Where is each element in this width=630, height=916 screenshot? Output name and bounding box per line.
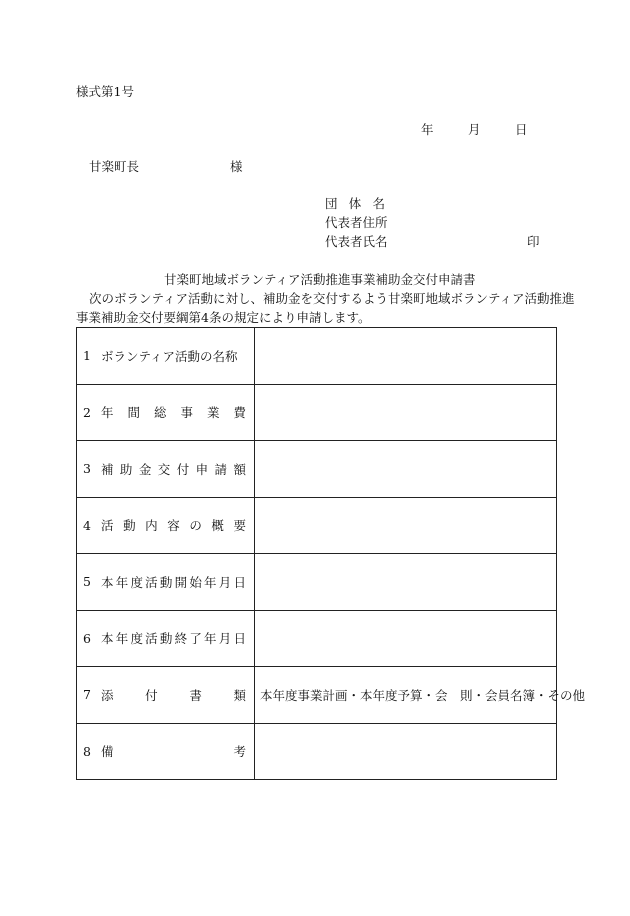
body-text-line-1: 次のボランティア活動に対し、補助金を交付するよう甘楽町地域ボランティア活動推進 (89, 291, 575, 306)
row-label-char: 活 (145, 631, 158, 647)
document-title: 甘楽町地域ボランティア活動推進事業補助金交付申請書 (164, 272, 476, 287)
row-number: 4 (83, 517, 91, 533)
row-label-char: 本 (101, 631, 114, 647)
row-label-char: 考 (233, 744, 246, 760)
row-value-cell[interactable] (255, 610, 557, 667)
row-value-cell[interactable] (255, 328, 557, 385)
row-label-char: 月 (218, 631, 232, 647)
row-label-cell (77, 497, 255, 554)
row-label-char: 額 (233, 461, 246, 477)
row-label: ボランティア活動の名称 (101, 348, 238, 364)
row-label-char: の (189, 518, 202, 534)
table-row (77, 328, 557, 385)
row-label-char: 動 (123, 518, 136, 534)
row-label-char: 動 (159, 631, 173, 647)
table-row (77, 667, 557, 724)
application-form-table (76, 327, 586, 780)
row-label-char: 容 (167, 518, 180, 534)
row-value-cell[interactable] (255, 384, 557, 441)
row-label-cell (77, 610, 255, 667)
table-row (77, 610, 557, 667)
seal-mark: 印 (527, 234, 540, 249)
row-label-char: 終 (174, 631, 188, 647)
row-label (101, 573, 246, 591)
row-label-char: 年 (204, 631, 217, 647)
row-label-char: 請 (214, 461, 228, 477)
row-label-char: 類 (233, 687, 246, 703)
row-label-char: 活 (145, 574, 158, 590)
row-label-char: 助 (119, 461, 133, 477)
row-number: 6 (83, 630, 91, 646)
row-label-char: 年 (204, 574, 217, 590)
org-name-char: 体 (348, 196, 362, 211)
row-label-char: 日 (233, 631, 246, 647)
row-number: 7 (83, 687, 91, 703)
addressee-honorific: 様 (230, 159, 243, 174)
row-label-char: 補 (101, 461, 114, 477)
addressee-name: 甘楽町長 (89, 159, 140, 174)
row-label-char: 日 (233, 574, 246, 590)
row-label-char: 添 (101, 687, 114, 703)
org-name-char: 名 (372, 196, 385, 211)
row-label-char: 総 (153, 405, 167, 421)
row-label-char: 備 (101, 744, 114, 760)
org-name-label (325, 198, 385, 211)
row-label-char: 交 (157, 461, 171, 477)
row-label (101, 516, 246, 534)
row-value-cell[interactable] (255, 723, 557, 780)
row-label-cell (77, 554, 255, 611)
row-label-char: 年 (101, 405, 114, 421)
body-text-line-2: 事業補助金交付要綱第4条の規定により申請します。 (76, 310, 371, 325)
row-label-char: 事 (180, 405, 193, 421)
row-label-char: 本 (101, 574, 114, 590)
row-label-char: 度 (130, 574, 143, 590)
row-label-char: 申 (195, 461, 209, 477)
row-label-char: 付 (145, 687, 158, 703)
row-label-char: 活 (101, 518, 114, 534)
row-value-cell[interactable] (255, 497, 557, 554)
row-label-char: 了 (189, 631, 202, 647)
row-label-char: 月 (218, 574, 232, 590)
date-day-label: 日 (515, 122, 528, 137)
form-number: 様式第1号 (76, 84, 134, 99)
row-label (101, 403, 246, 421)
row-label (101, 742, 246, 760)
row-label-cell (77, 441, 255, 498)
row-label-cell (77, 667, 255, 724)
row-number: 5 (83, 574, 91, 590)
row-label-char: 動 (159, 574, 173, 590)
org-name-char: 団 (325, 196, 338, 211)
table-row (77, 723, 557, 780)
row-label-char: 費 (233, 405, 246, 421)
row-label-char: 間 (127, 405, 140, 421)
row-label (101, 629, 246, 647)
table-row (77, 384, 557, 441)
row-label-char: 書 (189, 687, 202, 703)
row-label-char: 開 (174, 574, 188, 590)
row-label-cell (77, 328, 255, 385)
row-value-cell[interactable] (255, 554, 557, 611)
row-label-char: 年 (115, 574, 129, 590)
row-label-char: 業 (206, 405, 220, 421)
row-label-char: 年 (115, 631, 129, 647)
row-number: 3 (83, 461, 91, 477)
date-month-label: 月 (468, 122, 481, 137)
row-number: 2 (83, 404, 91, 420)
row-number: 1 (83, 348, 91, 364)
row-label-char: 金 (138, 461, 152, 477)
row-label-cell (77, 723, 255, 780)
representative-address-label: 代表者住所 (325, 215, 388, 230)
row-value-cell[interactable] (255, 441, 557, 498)
row-label-char: 要 (233, 518, 246, 534)
row-label (101, 686, 246, 704)
row-label-char: 付 (176, 461, 190, 477)
row-label-char: 始 (189, 574, 202, 590)
row-value-cell[interactable]: 本年度事業計画・本年度予算・会 則・会員名簿・その他 (255, 667, 557, 724)
table-row (77, 441, 557, 498)
row-number: 8 (83, 743, 91, 759)
table-row (77, 554, 557, 611)
row-label-char: 度 (130, 631, 143, 647)
date-year-label: 年 (421, 122, 434, 137)
table-row (77, 497, 557, 554)
representative-name-label: 代表者氏名 (325, 234, 388, 249)
row-label-char: 概 (211, 518, 224, 534)
row-label-char: 内 (145, 518, 158, 534)
row-label (101, 460, 246, 478)
row-label-cell (77, 384, 255, 441)
